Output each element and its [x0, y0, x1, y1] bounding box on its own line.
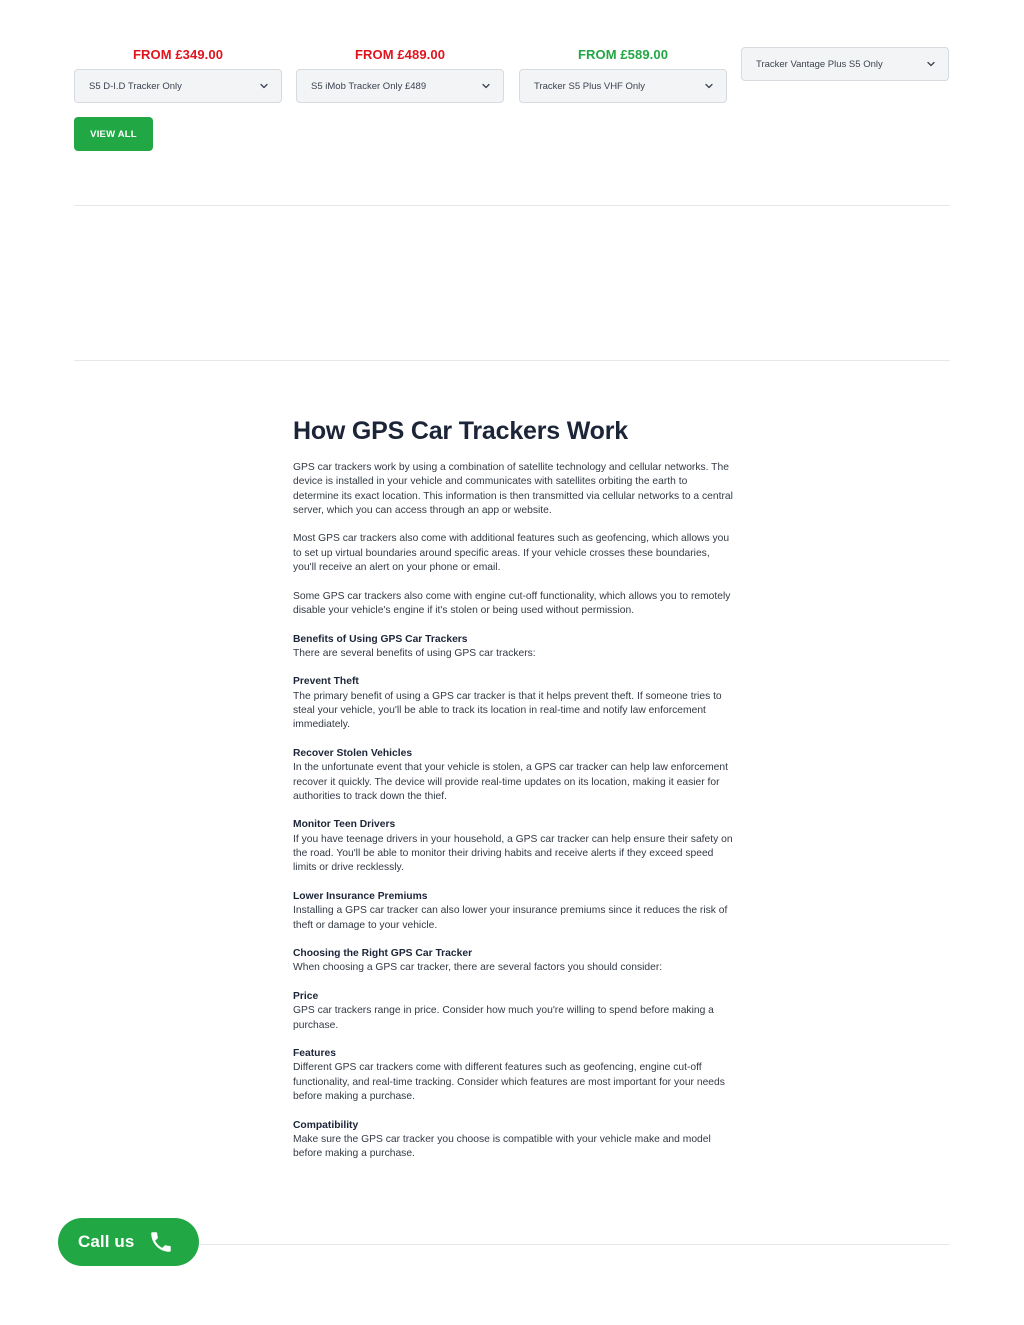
product-price: FROM £489.00: [354, 47, 446, 62]
call-us-button[interactable]: [58, 1218, 199, 1266]
article-paragraph: [293, 947, 733, 976]
call-us-label: Call us: [78, 1232, 135, 1251]
article-paragraph-text: Different GPS car trackers come with different features such as geofencing, engine cut-off functionality, and real-time tracking. Consider which features are most important for your needs before making a purchase.: [293, 1062, 725, 1103]
article-subheading: Benefits of Using GPS Car Trackers: [293, 633, 468, 645]
article-paragraph-text: In the unfortunate event that your vehicle is stolen, a GPS car tracker can help law enforcement recover it quickly. The device will provide real-time updates on its location, making it easier for authorities to track down the thief.: [293, 762, 728, 802]
product-card-did: [74, 47, 282, 103]
variant-select-value: Tracker S5 Plus VHF Only: [534, 80, 646, 92]
article-subheading: Choosing the Right GPS Car Tracker: [293, 948, 473, 960]
chevron-down-icon: [259, 81, 269, 91]
article-paragraph-text: Make sure the GPS car tracker you choose is compatible with your vehicle make and model before making a purchase.: [293, 1133, 711, 1160]
article-title: How GPS Car Trackers Work: [293, 417, 628, 445]
product-price: FROM £589.00: [577, 47, 669, 62]
variant-select-value: S5 iMob Tracker Only £489: [311, 80, 427, 92]
section-divider: [200, 1244, 950, 1245]
article-paragraph: [293, 590, 733, 619]
article-paragraph-text: The primary benefit of using a GPS car tracker is that it helps prevent theft. If someone tries to steal your vehicle, you'll be able to track its location in real-time and notify law enforcement immediately.: [293, 690, 722, 731]
variant-select-value: Tracker Vantage Plus S5 Only: [756, 58, 883, 70]
variant-select[interactable]: [74, 69, 282, 103]
variant-select[interactable]: [741, 47, 949, 81]
article-paragraph: [293, 990, 733, 1033]
chevron-down-icon: [481, 81, 491, 91]
article: [293, 415, 733, 1176]
article-subheading: Features: [293, 1048, 336, 1060]
article-paragraph: [293, 532, 733, 575]
variant-select[interactable]: [296, 69, 504, 103]
product-card-vantage: [741, 47, 949, 81]
article-paragraph: [293, 633, 733, 662]
article-subheading: Compatibility: [293, 1119, 359, 1131]
article-paragraph-text: Installing a GPS car tracker can also lower your insurance premiums since it reduces the risk of theft or damage to your vehicle.: [293, 905, 728, 931]
product-price: FROM £349.00: [132, 47, 224, 62]
article-paragraph: [293, 461, 733, 518]
article-subheading: Prevent Theft: [293, 676, 359, 688]
chevron-down-icon: [926, 59, 936, 69]
view-all-button[interactable]: VIEW ALL: [74, 117, 153, 151]
article-paragraph-text: There are several benefits of using GPS car trackers:: [293, 647, 536, 659]
section-divider: [74, 360, 950, 361]
product-card-s5-plus: [519, 47, 727, 103]
phone-icon: [148, 1229, 174, 1255]
article-subheading: Monitor Teen Drivers: [293, 819, 396, 831]
article-paragraph-text: When choosing a GPS car tracker, there are several factors you should consider:: [293, 962, 663, 974]
product-card-imob: [296, 47, 504, 103]
article-paragraph: [293, 1119, 733, 1162]
article-paragraph-text: GPS car trackers range in price. Consider how much you're willing to spend before making a purchase.: [293, 1005, 714, 1031]
article-paragraph: [293, 675, 733, 732]
article-paragraph: [293, 818, 733, 875]
article-paragraph-text: Most GPS car trackers also come with additional features such as geofencing, which allows you to set up virtual boundaries around specific areas. If your vehicle crosses these boundaries, you'll receive an alert on your phone or email.: [293, 533, 730, 574]
variant-select[interactable]: [519, 69, 727, 103]
article-paragraph: [293, 1047, 733, 1104]
article-subheading: Recover Stolen Vehicles: [293, 747, 413, 759]
article-paragraph-text: Some GPS car trackers also come with engine cut-off functionality, which allows you to remotely disable your vehicle's engine if it's stolen or being used without permission.: [293, 590, 731, 616]
article-paragraph: [293, 747, 733, 804]
article-paragraph-text: GPS car trackers work by using a combination of satellite technology and cellular networks. The device is installed in your vehicle and communicates with satellites orbiting the earth to determine its exact location. This information is then transmitted via cellular networks to a central server, which you can access through an app or website.: [293, 462, 733, 516]
article-subheading: Price: [293, 990, 319, 1002]
article-subheading: Lower Insurance Premiums: [293, 890, 428, 902]
variant-select-value: S5 D-I.D Tracker Only: [89, 80, 182, 92]
chevron-down-icon: [704, 81, 714, 91]
article-paragraph: [293, 890, 733, 933]
article-body: [293, 461, 733, 1162]
article-paragraph-text: If you have teenage drivers in your household, a GPS car tracker can help ensure their safety on the road. You'll be able to monitor their driving habits and receive alerts if they exceed speed limits or drive recklessly.: [293, 833, 733, 874]
section-divider: [74, 205, 950, 206]
